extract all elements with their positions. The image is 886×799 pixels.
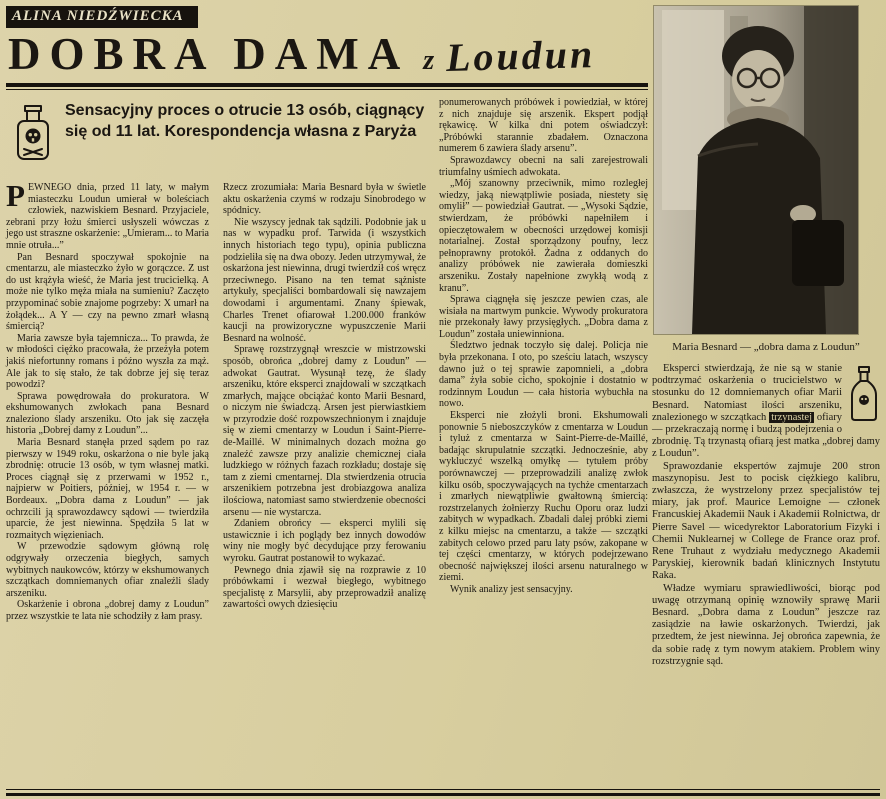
paragraph: Sprawozdawcy obecni na sali zarejestrowali triumfalny uśmiech adwokata.	[439, 154, 648, 178]
paragraph: Sprawa ciągnęła się jeszcze pewien czas, ale wisiała na martwym punkcie. Wywody prokuratora nie przekonały ławy przysięgłych. „Dobra dama z Loudun” została uniewinniona.	[439, 294, 648, 340]
lead-text: Sensacyjny proces o otrucie 13 osób, ciągnący się od 11 lat. Korespondencja własna z Paryża	[65, 102, 425, 140]
bottom-rule	[6, 789, 880, 796]
column4-rest	[652, 461, 880, 668]
paragraph: Sprawę rozstrzygnął wreszcie w mistrzowski sposób, obrońca „dobrej damy z Loudun” — adwokat Gautrat. Wysunął tezę, że ślady arszeniku, które eksperci znajdowali w szczątkach zmarłych, mające obciążać konto Marii Besnard, o niczym nie świadczą. Arsen jest pierwiastkiem w przyrodzie dość rozpowszechnionym i znajduje się w ziemi cmentarzy w Loudun i Saint-Pierre-de-Maillé. W minimalnych dozach można go znaleźć zawsze przy analizie chemicznej ciała ludzkiego w różnych fazach rozkładu; dostaje się tam z ziemi cmentarnej. Dla stwierdzenia otrucia arszenikiem potrzebna jest drobiazgowa analiza ilościowa, natomiast samo stwierdzenie obecności arsenu — nie wystarcza.	[223, 344, 426, 518]
lead-box	[6, 97, 426, 173]
paragraph: Pewnego dnia zjawił się na rozprawie z 10 próbówkami i wezwał biegłego, wybitnego specjalistę z Marsylii, aby przeprowadził analizę zawartości owych dziesięciu	[223, 564, 426, 611]
poison-bottle-icon	[848, 365, 880, 423]
paragraph: PEWNEGO dnia, przed 11 laty, w małym miasteczku Loudun umierał w boleściach człowiek, nazwiskiem Besnard. Przyjaciele, zebrani przy łożu śmierci usłyszeli wówczas z jego ust straszne oskarżenie: „Umieram... to Maria mnie otruła...”	[6, 178, 209, 251]
title-main: DOBRA DAMA	[8, 29, 410, 79]
paragraph: Władze wymiaru sprawiedliwości, biorąc pod uwagę otrzymaną opinię wznowiły sprawę Marii Besnard. „Dobra dama z Loudun” jeszcze raz zasiądzie na ławie oskarżonych. Twierdzi, jak przedtem, że jest niewinna. Jej obrońca zapewnia, że da sobie radę z tym nowym atakiem. Problem winy rozstrzygnie sąd.	[652, 582, 880, 667]
text-column-4	[652, 363, 880, 668]
paragraph: Wynik analizy jest sensacyjny.	[450, 583, 573, 595]
paragraph: Sprawa powędrowała do prokuratora. W ekshumowanych zwłokach pana Besnard znaleziono ślady arszeniku. Oto jak się zaczęła historia „Dobrej damy z Loudun”...	[6, 390, 209, 437]
paragraph: Śledztwo jednak toczyło się dalej. Policja nie była przekonana. I oto, po sześciu latach, wszyscy dawno już o tej sprawie zapomnieli, a „dobra dama” żyła sobie cicho, spokojnie i dostatnio w rodzinnym Loudun — cała historia wybuchła na nowo.	[439, 340, 648, 410]
paragraph: ponumerowanych próbówek i powiedział, w której z nich znajduje się arszenik. Ekspert podjął rękawicę. W kilka dni potem oświadczył: „Próbówki starannie zbadałem. Oznaczona numerem 6 zawiera ślady arsenu”.	[439, 97, 648, 155]
photo-maria-besnard	[654, 6, 858, 334]
text-column-3	[439, 97, 648, 623]
intro-text-after: ofiary — przekraczają normę i budzą podejrzenia o zbrodnię. Tą trzynastą ofiarą jest matka „dobrej damy z Loudun”.	[652, 411, 880, 460]
main-article-zone	[6, 6, 648, 623]
title-rule	[6, 83, 648, 90]
paragraph: Eksperci nie złożyli broni. Ekshumowali ponownie 5 nieboszczyków z cmentarza w Loudun i tyluż z cmentarza w Saint-Pierre-de-Maillé, badając skrupulatnie szczątki. Jednocześnie, aby wykluczyć wszelką omyłkę — tytułem próby porównawczej — przeprowadzili analizę zwłok kilku osób, spoczywających na tychże cmentarzach i zmarłych niewątpliwie gwałtowną śmiercią: rozstrzelanych żołnierzy Ruchu Oporu oraz ludzi zabitych w wypadkach. Zbadali dalej próbki ziemi z kilku miejsc na cmentarzu, a także — szczątki zabitych celowo przed paru laty psów, zakopane w tej części cmentarzy, w których podejrzewano obecność największej ilości arsenu naturalnego w ziemi.	[439, 410, 648, 584]
photo-column	[652, 6, 880, 668]
paragraph: Rzecz zrozumiała: Maria Besnard była w świetle aktu oskarżenia czymś w rodzaju Sinobrodego w spódnicy.	[223, 182, 426, 217]
photo-caption: Maria Besnard — „dobra dama z Loudun”	[672, 341, 860, 353]
text-column-1	[6, 178, 209, 623]
title-script: Loudun	[445, 31, 596, 80]
paragraph: W przewodzie sądowym główną rolę odgrywały orzeczenia biegłych, samych wybitnych naukowców, którzy w ekshumowanych szczątkach domniemanych ofiar znaleźli ślady arszeniku.	[6, 541, 209, 599]
intro-text-before: Eksperci stwierdzają, że nie są w stanie podtrzymać oskarżenia o trucicielstwo w stosunku do 12 domniemanych ofiar Marii Besnard. Natomiast ilości arszeniku, znalezionego w szczątkach	[652, 363, 842, 423]
paragraph: Maria zawsze była tajemnicza... To prawda, że w młodości ciężko pracowała, że przeżyła potem jakiś niefortunny romans i późno wyszła za mąż. Ale jak to się stało, że tak dobrze jej się teraz powodzi?	[6, 332, 209, 391]
title-connector: z	[423, 45, 435, 76]
paragraph: „Mój szanowny przeciwnik, mimo rozległej wiedzy, jaką niewątpliwie posiada, niestety się omylił” — powiedział Gautrat. — „Wysoki Sądzie, stwierdzam, że próbówki napełniłem i opieczętowałem w obecności urzędowej komisji notarialnej. Został sporządzony poufny, lecz pełnoprawny protokół. Żadna z oddanych do analizy próbówek nie zawierała domieszki arszeniku. Zostały napełnione zwykłą wodą z kranu”.	[439, 178, 648, 294]
text-column-2	[223, 182, 426, 623]
paragraph: Pan Besnard spoczywał spokojnie na cmentarzu, ale miasteczko żyło w gorączce. Z ust do ust krążyła wieść, że Maria jest trucicielką. A może nie tylko męża miała na sumieniu? Zaczęto przypominać sobie znajome pogrzeby: X umarł na żołądek... A Y — czy na pewno zmarł własną śmiercią?	[6, 251, 209, 333]
article-title	[8, 28, 648, 80]
columns-1-2	[6, 178, 426, 623]
paragraph: Zdaniem obrońcy — eksperci mylili się ustawicznie i ich poglądy bez innych dowodów winy nie mogły być decydujące przy ferowaniu wyroku. Gautrat postanowił to wykazać.	[223, 518, 426, 564]
paragraph: Maria Besnard stanęła przed sądem po raz pierwszy w 1949 roku, oskarżona o nie byle jaką zbrodnię: otrucie 13 osób, w tym własnej matki. Proces ciągnął się z przerwami w 1952 r., najpierw w Poitiers, później, w 1954 r. — w Bordeaux. „Dobra dama z Loudun” — jak ochrzcili ją sprawozdawcy sądowi — twierdziła uparcie, że jest niewinna. Spędziła 5 lat w rozmaitych więzieniach.	[6, 437, 209, 541]
author-banner	[6, 6, 198, 28]
author-name: ALINA NIEDŹWIECKA	[12, 8, 184, 24]
paragraph	[652, 363, 880, 461]
article-body	[6, 97, 648, 623]
lead-and-columns	[6, 97, 426, 623]
highlighted-word: trzynastej	[771, 411, 813, 423]
paragraph: Sprawozdanie ekspertów zajmuje 200 stron maszynopisu. Jest to pocisk ciężkiego kalibru, zwłaszcza, że wystrzelony przez specjalistów tej miary, jak prof. Maurice Lemoigne — członek Francuskiej Akademii Nauk i Akademii Rolnictwa, dr Pierre Savel — wicedyrektor Laboratorium Fizyki i Chemii Nuklearnej w College de France oraz prof. Rene Truhaut z wydziału medycznego Akademii Paryskiej, kierownik badań klinicznych Instytutu Raka.	[652, 460, 880, 582]
paragraph: Oskarżenie i obrona „dobrej damy z Loudun” przez wszystkie te lata nie schodziły z łam prasy.	[6, 599, 209, 622]
poison-skull-icon	[6, 97, 56, 170]
paragraph: Nie wszyscy jednak tak sądzili. Podobnie jak u nas w wypadku prof. Tarwida (i wszystkich innych historiach tego typu), opinia publiczna podzieliła się na dwa obozy. Jeden utrzymywał, że oskarżona jest niewinna, drugi twierdził coś wręcz przeciwnego. Pisano na ten temat sążniste artykuły, specjaliści bombardowali się nawzajem dowodami i argumentami. Znany śpiewak, Charles Trenet ofiarował 1.200.000 franków kaucji na prowizoryczne wypuszczenie Marii Besnard na wolność.	[223, 216, 426, 344]
